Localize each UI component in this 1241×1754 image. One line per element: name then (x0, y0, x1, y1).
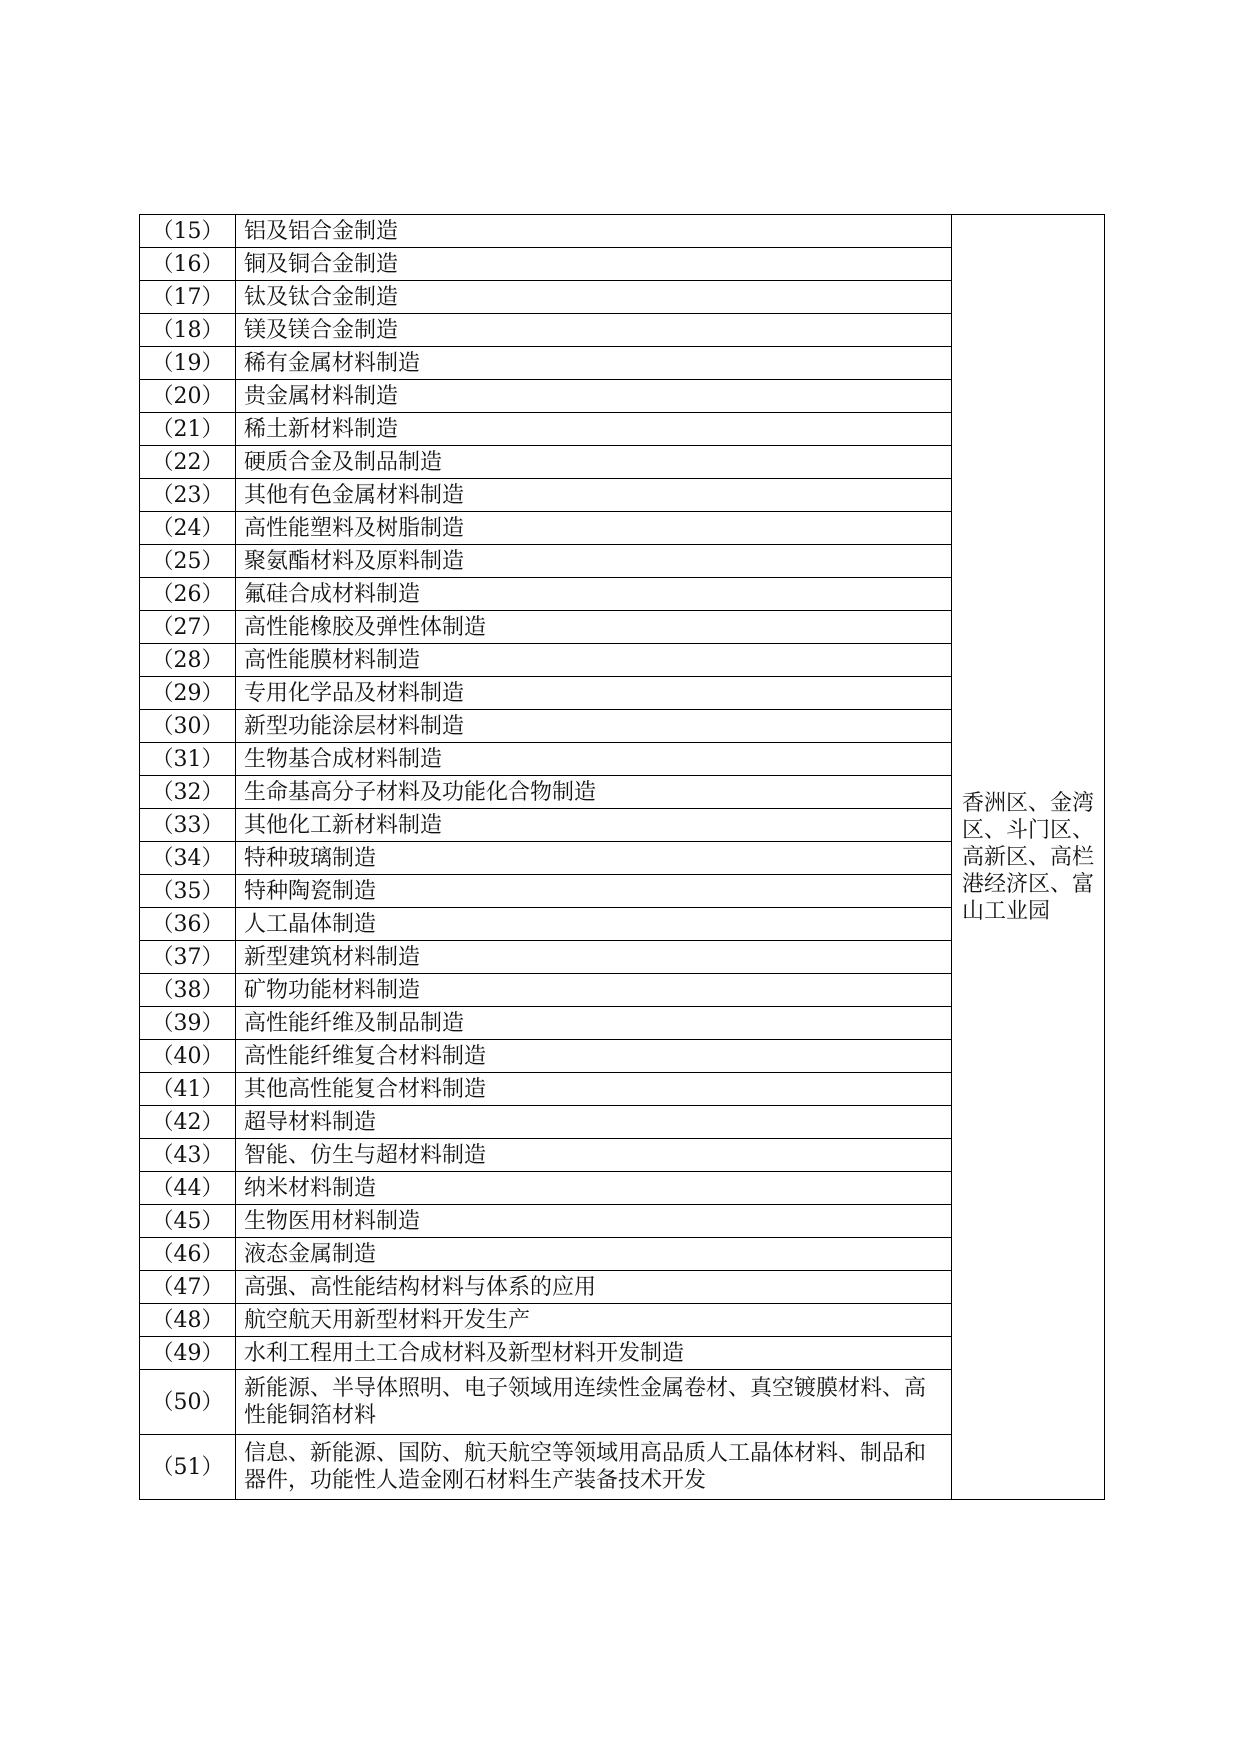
industry-item: 航空航天用新型材料开发生产 (236, 1304, 952, 1337)
industry-item: 新能源、半导体照明、电子领域用连续性金属卷材、真空镀膜材料、高性能铜箔材料 (236, 1370, 952, 1435)
row-number: （46） (140, 1238, 236, 1271)
industry-item: 液态金属制造 (236, 1238, 952, 1271)
industry-item: 高性能纤维复合材料制造 (236, 1040, 952, 1073)
row-number: （44） (140, 1172, 236, 1205)
row-number: （26） (140, 578, 236, 611)
industry-item: 其他有色金属材料制造 (236, 479, 952, 512)
industry-item: 其他化工新材料制造 (236, 809, 952, 842)
row-number: （31） (140, 743, 236, 776)
industry-item: 高性能纤维及制品制造 (236, 1007, 952, 1040)
industry-item: 纳米材料制造 (236, 1172, 952, 1205)
row-number: （43） (140, 1139, 236, 1172)
industry-item: 稀有金属材料制造 (236, 347, 952, 380)
row-number: （39） (140, 1007, 236, 1040)
row-number: （48） (140, 1304, 236, 1337)
industry-item: 新型功能涂层材料制造 (236, 710, 952, 743)
row-number: （29） (140, 677, 236, 710)
industry-item: 氟硅合成材料制造 (236, 578, 952, 611)
industry-item: 镁及镁合金制造 (236, 314, 952, 347)
industry-item: 高性能塑料及树脂制造 (236, 512, 952, 545)
row-number: （35） (140, 875, 236, 908)
industry-item: 专用化学品及材料制造 (236, 677, 952, 710)
industry-item: 聚氨酯材料及原料制造 (236, 545, 952, 578)
row-number: （41） (140, 1073, 236, 1106)
industry-item: 特种陶瓷制造 (236, 875, 952, 908)
industry-item: 生物基合成材料制造 (236, 743, 952, 776)
industry-item: 铜及铜合金制造 (236, 248, 952, 281)
industry-item: 其他高性能复合材料制造 (236, 1073, 952, 1106)
row-number: （24） (140, 512, 236, 545)
industry-item: 稀土新材料制造 (236, 413, 952, 446)
industry-item: 矿物功能材料制造 (236, 974, 952, 1007)
row-number: （19） (140, 347, 236, 380)
industry-item: 人工晶体制造 (236, 908, 952, 941)
row-number: （21） (140, 413, 236, 446)
row-number: （18） (140, 314, 236, 347)
row-number: （51） (140, 1435, 236, 1500)
row-number: （17） (140, 281, 236, 314)
row-number: （33） (140, 809, 236, 842)
industry-item: 水利工程用土工合成材料及新型材料开发制造 (236, 1337, 952, 1370)
row-number: （36） (140, 908, 236, 941)
industry-item: 生物医用材料制造 (236, 1205, 952, 1238)
table-row (140, 215, 1105, 248)
row-number: （16） (140, 248, 236, 281)
industry-item: 钛及钛合金制造 (236, 281, 952, 314)
row-number: （37） (140, 941, 236, 974)
industry-item: 贵金属材料制造 (236, 380, 952, 413)
row-number: （28） (140, 644, 236, 677)
applicable-area: 香洲区、金湾区、斗门区、高新区、高栏港经济区、富山工业园 (952, 215, 1105, 1500)
table-body (140, 215, 1105, 1500)
row-number: （30） (140, 710, 236, 743)
row-number: （45） (140, 1205, 236, 1238)
industry-item: 硬质合金及制品制造 (236, 446, 952, 479)
row-number: （22） (140, 446, 236, 479)
row-number: （34） (140, 842, 236, 875)
industry-item: 超导材料制造 (236, 1106, 952, 1139)
industry-item: 铝及铝合金制造 (236, 215, 952, 248)
row-number: （15） (140, 215, 236, 248)
row-number: （23） (140, 479, 236, 512)
industry-item: 信息、新能源、国防、航天航空等领域用高品质人工晶体材料、制品和器件，功能性人造金刚石材料生产装备技术开发 (236, 1435, 952, 1500)
industry-item: 高性能膜材料制造 (236, 644, 952, 677)
row-number: （32） (140, 776, 236, 809)
industry-item: 特种玻璃制造 (236, 842, 952, 875)
industry-item: 高性能橡胶及弹性体制造 (236, 611, 952, 644)
row-number: （27） (140, 611, 236, 644)
row-number: （38） (140, 974, 236, 1007)
row-number: （40） (140, 1040, 236, 1073)
industry-item: 新型建筑材料制造 (236, 941, 952, 974)
row-number: （50） (140, 1370, 236, 1435)
row-number: （20） (140, 380, 236, 413)
industry-item: 智能、仿生与超材料制造 (236, 1139, 952, 1172)
row-number: （25） (140, 545, 236, 578)
industry-item: 生命基高分子材料及功能化合物制造 (236, 776, 952, 809)
industry-table (139, 214, 1105, 1500)
row-number: （42） (140, 1106, 236, 1139)
row-number: （49） (140, 1337, 236, 1370)
industry-item: 高强、高性能结构材料与体系的应用 (236, 1271, 952, 1304)
row-number: （47） (140, 1271, 236, 1304)
